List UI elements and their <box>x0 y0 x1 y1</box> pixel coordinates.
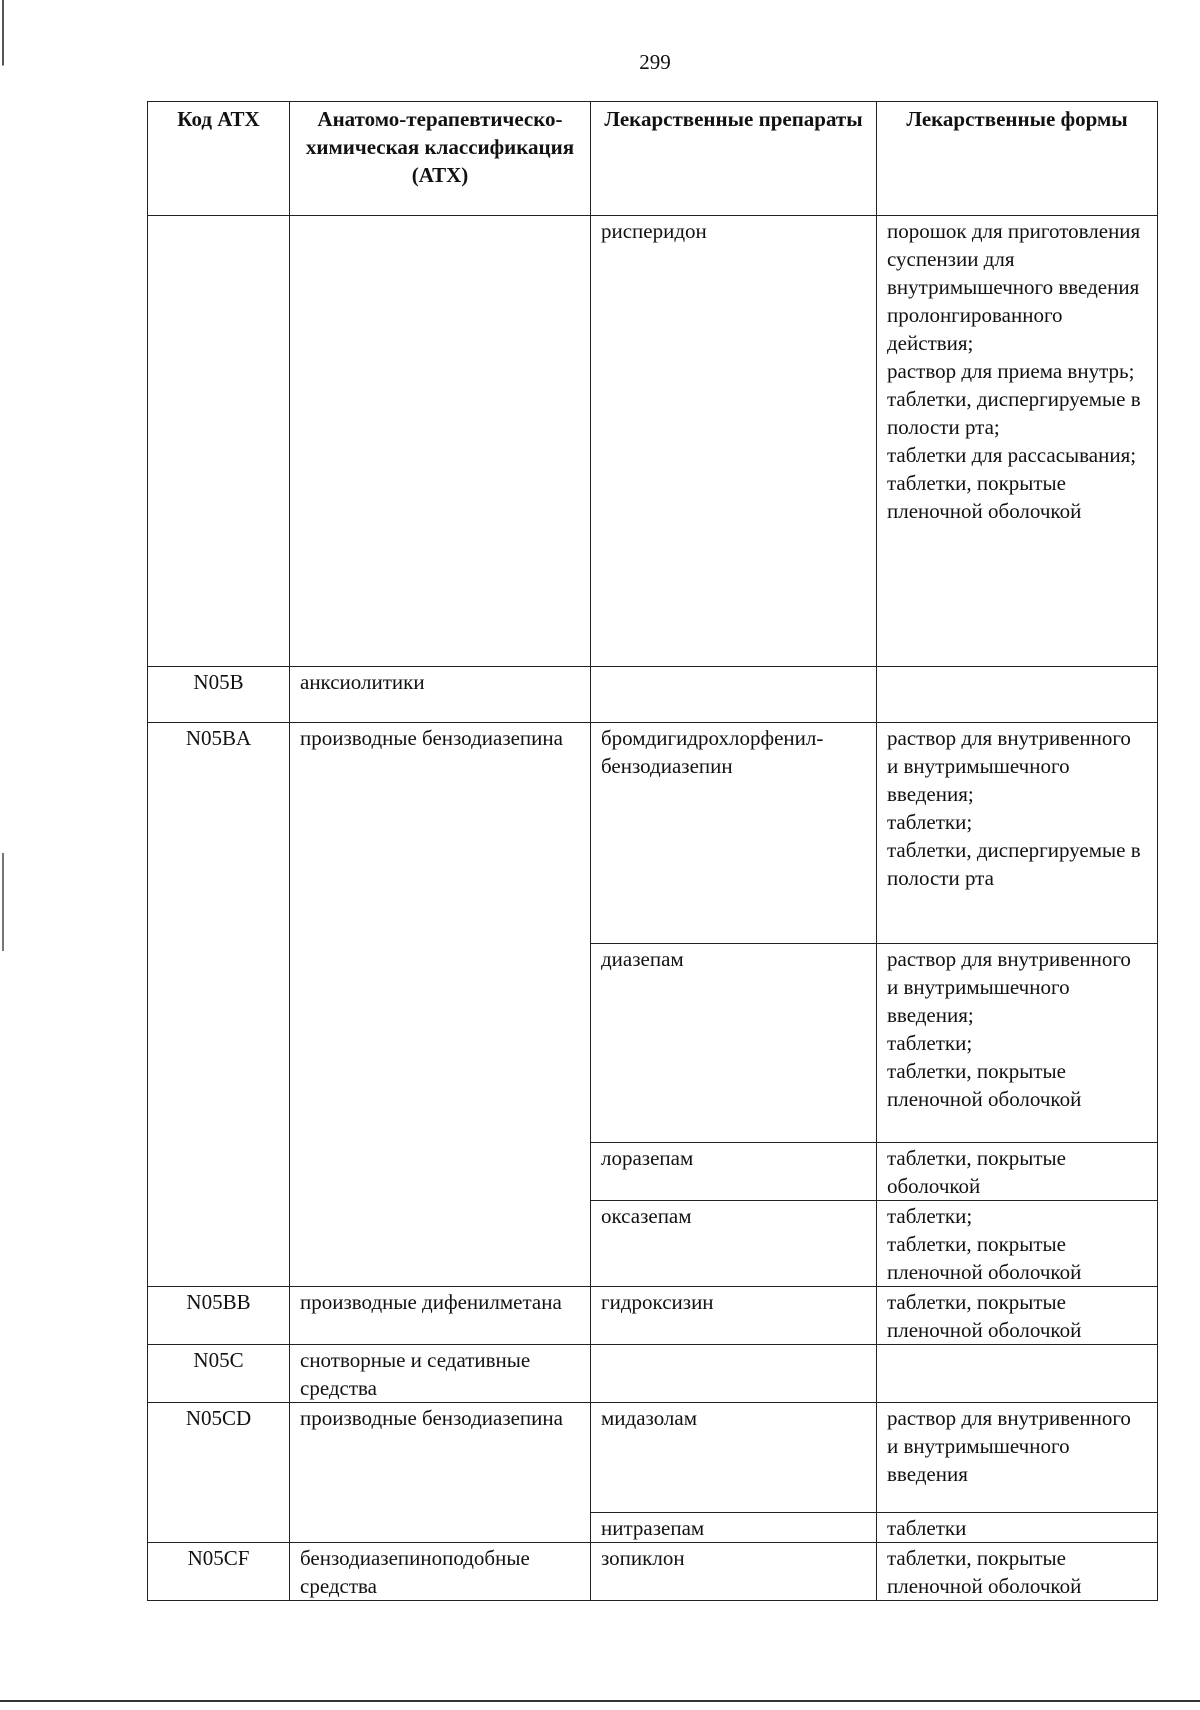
drug-cell: оксазепам <box>591 1201 877 1287</box>
atc-code-cell: N05CD <box>148 1403 290 1543</box>
classification-cell <box>290 216 591 667</box>
drug-cell <box>591 1345 877 1403</box>
dosage-forms-cell: раствор для внутривенного и внутримышечного введения; таблетки; таблетки, диспергируемые в полости рта <box>877 723 1158 944</box>
atc-table <box>147 101 1158 1601</box>
dosage-forms-cell <box>877 667 1158 723</box>
atc-code-cell: N05B <box>148 667 290 723</box>
scan-bottom-line <box>0 1700 1200 1702</box>
drug-cell: рисперидон <box>591 216 877 667</box>
atc-code-cell: N05C <box>148 1345 290 1403</box>
table-row <box>148 216 1158 667</box>
classification-cell: производные бензодиазепина <box>290 723 591 1287</box>
dosage-forms-cell: порошок для приготовления суспензии для внутримышечного введения пролонгированного действия; раствор для приема внутрь; таблетки, диспергируемые в полости рта; таблетки для рассасывания; таблетки, покрытые пленочной оболочкой <box>877 216 1158 667</box>
atc-code-cell: N05BB <box>148 1287 290 1345</box>
drug-cell: нитразепам <box>591 1513 877 1543</box>
atc-code-cell: N05CF <box>148 1543 290 1601</box>
table-row <box>148 1287 1158 1345</box>
classification-cell: производные дифенилметана <box>290 1287 591 1345</box>
drug-cell: зопиклон <box>591 1543 877 1601</box>
dosage-forms-cell <box>877 1345 1158 1403</box>
dosage-forms-cell: таблетки <box>877 1513 1158 1543</box>
table-row <box>148 723 1158 944</box>
classification-cell: бензодиазепиноподобные средства <box>290 1543 591 1601</box>
dosage-forms-cell: таблетки; таблетки, покрытые пленочной оболочкой <box>877 1201 1158 1287</box>
dosage-forms-cell: таблетки, покрытые пленочной оболочкой <box>877 1287 1158 1345</box>
drug-cell: мидазолам <box>591 1403 877 1513</box>
header-atc-classification: Анатомо-терапевтическо-химическая классификация (АТХ) <box>290 102 591 216</box>
table-header-row <box>148 102 1158 216</box>
dosage-forms-cell: раствор для внутривенного и внутримышечного введения; таблетки; таблетки, покрытые пленочной оболочкой <box>877 944 1158 1143</box>
table-row <box>148 1543 1158 1601</box>
table-row <box>148 667 1158 723</box>
atc-code-cell: N05BA <box>148 723 290 1287</box>
classification-cell: снотворные и седативные средства <box>290 1345 591 1403</box>
drug-cell: бромдигидрохлорфенил-бензодиазепин <box>591 723 877 944</box>
header-dosage-forms: Лекарственные формы <box>877 102 1158 216</box>
drug-cell: лоразепам <box>591 1143 877 1201</box>
dosage-forms-cell: таблетки, покрытые пленочной оболочкой <box>877 1543 1158 1601</box>
drug-cell: диазепам <box>591 944 877 1143</box>
table-row <box>148 1345 1158 1403</box>
atc-code-cell <box>148 216 290 667</box>
drug-cell <box>591 667 877 723</box>
header-atc-code: Код АТХ <box>148 102 290 216</box>
dosage-forms-cell: раствор для внутривенного и внутримышечного введения <box>877 1403 1158 1513</box>
page-number: 299 <box>639 50 671 74</box>
scan-edge-mark <box>2 0 4 1640</box>
table-row <box>148 1403 1158 1513</box>
header-drugs: Лекарственные препараты <box>591 102 877 216</box>
classification-cell: производные бензодиазепина <box>290 1403 591 1543</box>
dosage-forms-cell: таблетки, покрытые оболочкой <box>877 1143 1158 1201</box>
drug-cell: гидроксизин <box>591 1287 877 1345</box>
classification-cell: анксиолитики <box>290 667 591 723</box>
